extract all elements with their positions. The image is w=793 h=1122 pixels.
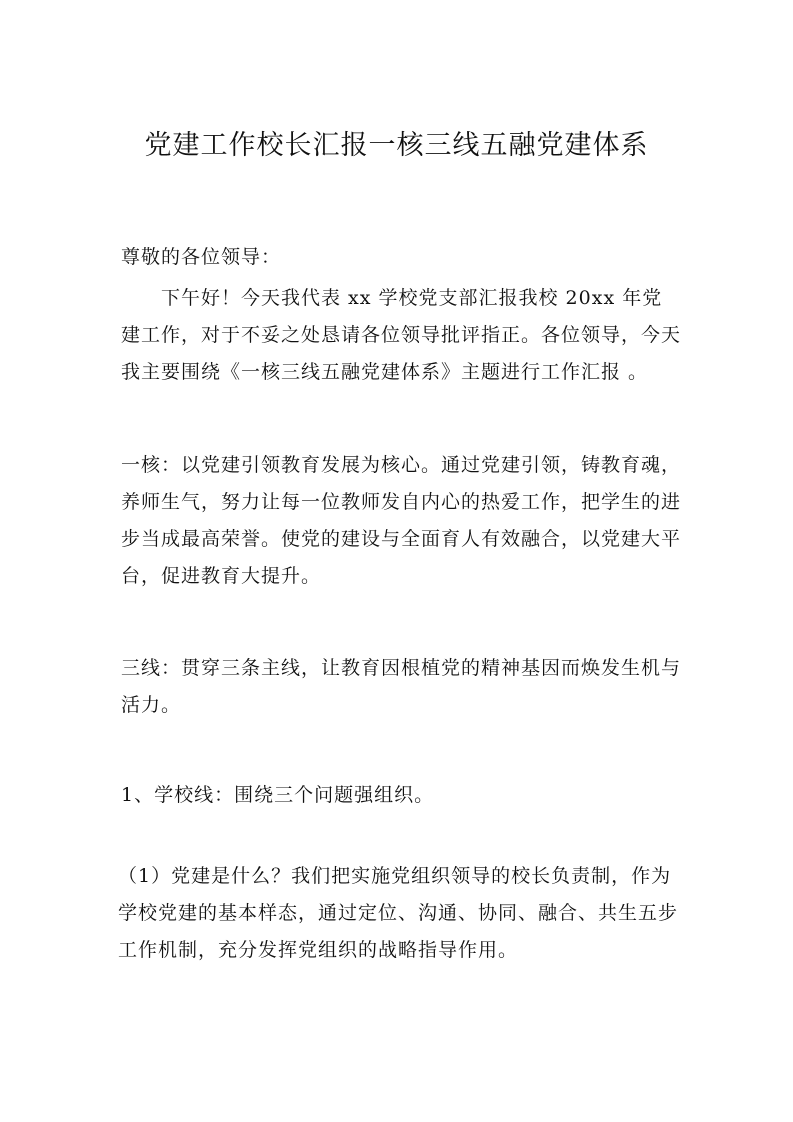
sanxian-text: 三线：贯穿三条主线，让教育因根植党的精神基因而焕发生机与活力。 [121, 657, 682, 716]
sanxian-paragraph [121, 650, 681, 724]
item1-q1-paragraph [118, 858, 684, 969]
document-title: 党建工作校长汇报一核三线五融党建体系 [144, 130, 649, 161]
intro-text: 下午好！今天我代表 xx 学校党支部汇报我校 20xx 年党建工作，对于不妥之处恳请各位领导批评指正。各位领导，今天我主要围绕《一核三线五融党建体系》主题进行工作汇报 。 [121, 287, 682, 383]
item1-text: 1、学校线：围绕三个问题强组织。 [121, 784, 435, 806]
yihe-text: 一核：以党建引领教育发展为核心。通过党建引领，铸教育魂，养师生气，努力让每一位教师发自内心的热爱工作，把学生的进步当成最高荣誉。使党的建设与全面育人有效融合，以党建大平台，促进教育大提升。 [121, 454, 682, 587]
salutation-text: 尊敬的各位领导： [121, 246, 282, 268]
intro-paragraph [121, 280, 681, 391]
item1-q1-text: （1）党建是什么？我们把实施党组织领导的校长负责制，作为学校党建的基本样态，通过定位、沟通、协同、融合、共生五步工作机制，充分发挥党组织的战略指导作用。 [118, 865, 679, 961]
yihe-paragraph [121, 447, 681, 595]
item1-heading [121, 777, 681, 814]
salutation [121, 239, 681, 276]
